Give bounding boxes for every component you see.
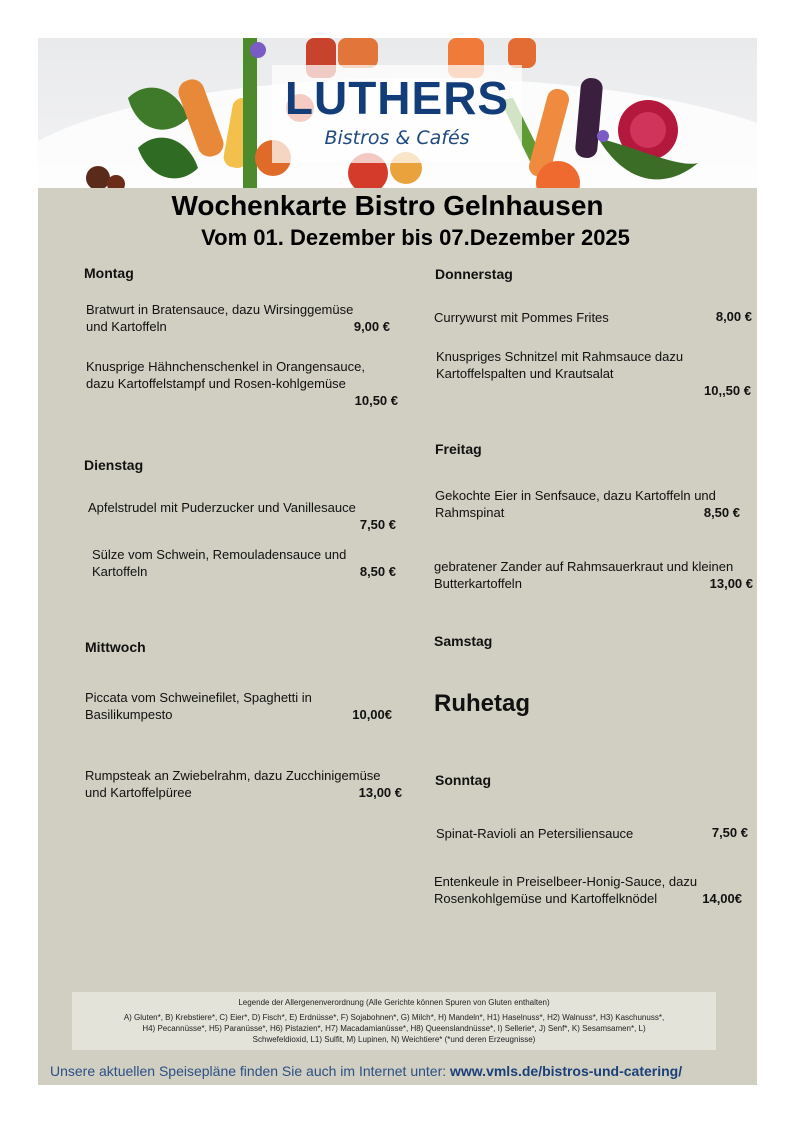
day-heading-mittwoch: Mittwoch xyxy=(85,639,146,655)
dish-dienstag-2 xyxy=(92,546,346,580)
menu-title: Wochenkarte Bistro Gelnhausen xyxy=(171,190,604,221)
date-range: Vom 01. Dezember bis 07.Dezember 2025 xyxy=(201,225,630,250)
dish-freitag-1 xyxy=(435,487,716,521)
price: 10,,50 € xyxy=(704,383,751,398)
dish-sonntag-2 xyxy=(434,873,697,907)
luthers-logo xyxy=(272,65,522,163)
dish-line: und Kartoffeln xyxy=(86,319,167,334)
day-heading-sonntag: Sonntag xyxy=(435,772,491,788)
price: 14,00€ xyxy=(702,891,742,906)
dish-montag-2 xyxy=(86,358,365,392)
price: 8,50 € xyxy=(703,505,740,520)
closed-note: Ruhetag xyxy=(434,690,530,717)
dish-line: Knusprige Hähnchenschenkel in Orangensauce, xyxy=(86,359,365,374)
price: 13,00 € xyxy=(358,785,402,800)
dish-line: Knuspriges Schnitzel mit Rahmsauce dazu xyxy=(436,349,684,364)
dish-line: Piccata vom Schweinefilet, Spaghetti in xyxy=(85,690,312,705)
footer xyxy=(50,1063,682,1079)
dish-line: Basilikumpesto xyxy=(85,707,173,722)
dish-sonntag-1 xyxy=(436,825,633,842)
dish-line: Butterkartoffeln xyxy=(434,576,522,591)
price: 8,50 € xyxy=(359,564,396,579)
dish-mittwoch-2 xyxy=(85,767,381,801)
allergen-legend xyxy=(72,992,716,1050)
day-heading-freitag: Freitag xyxy=(435,441,482,457)
price: 7,50 € xyxy=(359,517,396,532)
price: 13,00 € xyxy=(709,576,753,591)
price: 7,50 € xyxy=(711,825,748,840)
dish-line: dazu Kartoffelstampf und Rosen-kohlgemüse xyxy=(86,376,346,391)
legend-title: Legende der Allergenenverordnung (Alle Gerichte können Spuren von Gluten enthalten) xyxy=(238,998,550,1007)
logo-subtitle: Bistros & Cafés xyxy=(324,127,470,149)
dish-montag-1 xyxy=(86,301,353,335)
day-heading-montag: Montag xyxy=(84,265,134,281)
website-link[interactable]: www.vmls.de/bistros-und-catering/ xyxy=(450,1063,683,1079)
dish-dienstag-1 xyxy=(88,499,356,516)
dish-donnerstag-2 xyxy=(436,348,683,382)
dish-line: Spinat-Ravioli an Petersiliensauce xyxy=(436,826,634,841)
dish-line: Apfelstrudel mit Puderzucker und Vanillesauce xyxy=(88,500,356,515)
dish-line: gebratener Zander auf Rahmsauerkraut und kleinen xyxy=(434,559,734,574)
day-heading-donnerstag: Donnerstag xyxy=(435,266,513,282)
dish-line: Kartoffeln xyxy=(92,564,148,579)
menu-sheet xyxy=(38,38,757,1085)
dish-line: Entenkeule in Preiselbeer-Honig-Sauce, dazu xyxy=(434,874,698,889)
dish-mittwoch-1 xyxy=(85,689,312,723)
dish-line: Sülze vom Schwein, Remouladensauce und xyxy=(92,547,347,562)
food-banner-image xyxy=(38,38,757,188)
dish-line: Rosenkohlgemüse und Kartoffelknödel xyxy=(434,891,658,906)
price: 9,00 € xyxy=(353,319,390,334)
day-heading-samstag: Samstag xyxy=(434,633,493,649)
price: 8,00 € xyxy=(715,309,752,324)
footer-text: Unsere aktuellen Speisepläne finden Sie auch im Internet unter: xyxy=(50,1063,451,1079)
dish-line: Gekochte Eier in Senfsauce, dazu Kartoffeln und xyxy=(435,488,716,503)
dish-line: Kartoffelspalten und Krautsalat xyxy=(436,366,614,381)
legend-body: A) Gluten*, B) Krebstiere*, C) Eier*, D) Fisch*, E) Erdnüsse*, F) Sojabohnen*, G) Milch*, H) Mandeln*, H1) Haselnuss*, H2) Walnuss*, H3) Kaschunuss*, H4) Pecannüsse*, H5) Paranüsse*, H6) Pistazien*, H7) Macadamianüsse*, H8) Queenslandnüsse*, I) Sellerie*, J) Senf*, K) Sesamsamen*, L) Schwefeldioxid, L1) Sulfit, M) Lupinen, N) Weichtiere* (*und deren Erzeugnisse) xyxy=(123,1013,665,1044)
logo-name: LUTHERS xyxy=(284,72,510,124)
dish-line: und Kartoffelpüree xyxy=(85,785,192,800)
day-heading-dienstag: Dienstag xyxy=(84,457,144,473)
dish-line: Currywurst mit Pommes Frites xyxy=(434,310,609,325)
price: 10,00€ xyxy=(352,707,392,722)
dish-donnerstag-1 xyxy=(434,309,609,326)
dish-line: Rumpsteak an Zwiebelrahm, dazu Zucchinigemüse xyxy=(85,768,381,783)
price: 10,50 € xyxy=(354,393,398,408)
dish-line: Bratwurt in Bratensauce, dazu Wirsinggemüse xyxy=(86,302,354,317)
dish-line: Rahmspinat xyxy=(435,505,505,520)
